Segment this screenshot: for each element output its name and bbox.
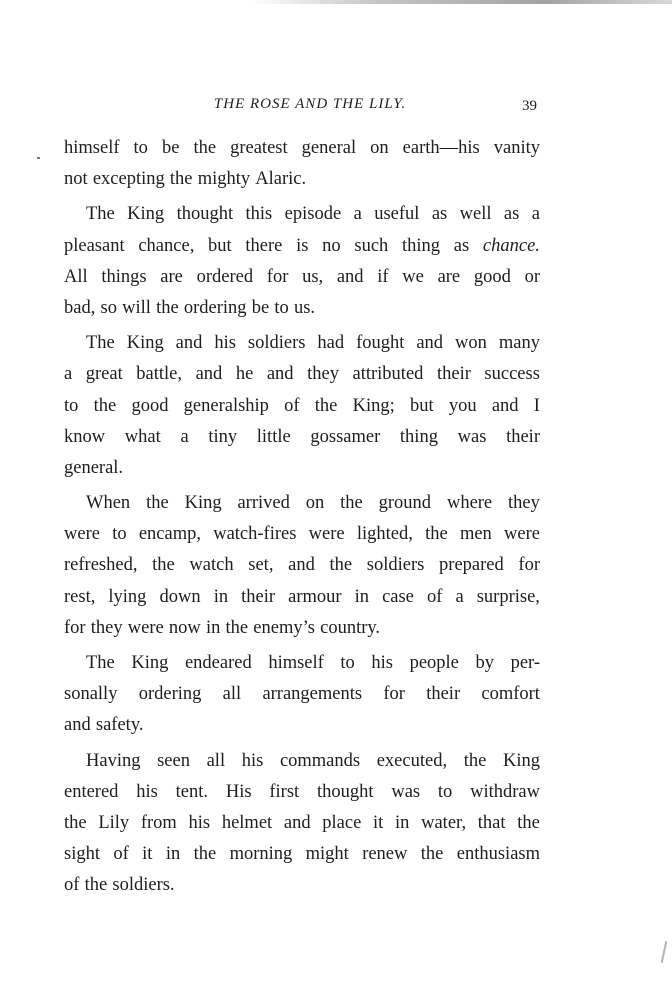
body-text [64, 133, 540, 902]
text-line: a great battle, and he and they attributed their success [64, 364, 540, 385]
text-line: The King thought this episode a useful as well as a [86, 204, 540, 225]
edge-mark [661, 941, 668, 963]
text-line: sonally ordering all arrangements for their comfort [64, 684, 540, 705]
text-line: sight of it in the morning might renew the enthusiasm [64, 844, 540, 865]
text-line: know what a tiny little gossamer thing was their [64, 426, 540, 447]
text-line: the Lily from his helmet and place it in water, that the [64, 812, 540, 833]
page-top-edge [250, 0, 672, 4]
text-line: himself to be the greatest general on earth—his vanity [64, 138, 540, 158]
text-line: rest, lying down in their armour in case of a surprise, [64, 586, 540, 607]
text-line: not excepting the mighty Alaric. [64, 169, 307, 190]
text-line: All things are ordered for us, and if we are good or [64, 266, 540, 287]
text-line: were to encamp, watch-fires were lighted, the men were [64, 524, 540, 545]
text-line: refreshed, the watch set, and the soldiers prepared for [64, 555, 540, 576]
page-number: 39 [522, 98, 537, 114]
text-line: When the King arrived on the ground where they [86, 493, 540, 514]
text-line: entered his tent. His first thought was to withdraw [64, 781, 540, 802]
text-line: and safety. [64, 715, 144, 736]
text-line: pleasant chance, but there is no such thing as chance. [64, 235, 540, 256]
text-line: The King and his soldiers had fought and won many [86, 333, 540, 354]
text-line: Having seen all his commands executed, the King [86, 750, 540, 771]
text-line: to the good generalship of the King; but you and I [64, 395, 540, 416]
text-line: general. [64, 457, 124, 478]
text-line: for they were now in the enemy’s country. [64, 617, 381, 638]
text-line: bad, so will the ordering be to us. [64, 297, 316, 318]
margin-mark [37, 157, 40, 159]
text-line: The King endeared himself to his people by per- [86, 653, 540, 673]
running-title: THE ROSE AND THE LILY. [213, 96, 407, 112]
running-head [0, 96, 672, 120]
text-line: of the soldiers. [64, 875, 175, 896]
